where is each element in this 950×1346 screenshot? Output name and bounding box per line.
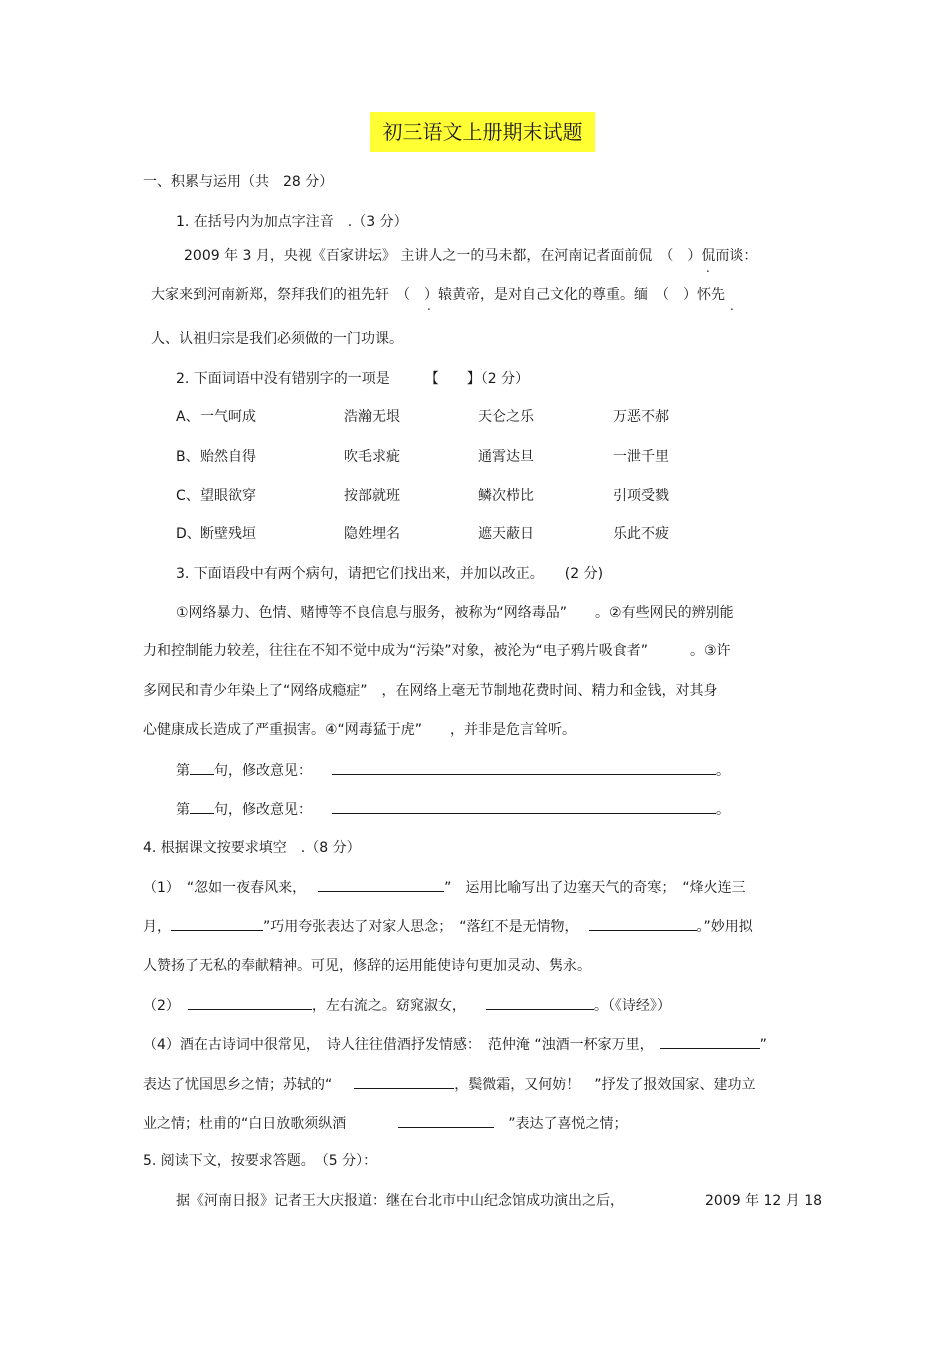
q5-passage-date: 2009 年 12 月 18: [705, 1193, 823, 1209]
q2-word: 吹毛求疵: [344, 449, 400, 465]
q5-passage-line: 据《河南日报》记者王大庆报道：继在台北市中山纪念馆成功演出之后，: [176, 1193, 624, 1209]
emphasis-dot-icon: .: [730, 299, 734, 313]
q4-line-5: （4）酒在古诗词中很常见， 诗人往往借酒抒发情感： 范仲淹 “浊酒一杯家万里， ”: [143, 1033, 767, 1055]
sentence-number-blank[interactable]: [190, 798, 214, 814]
q4-stem: 4. 根据课文按要求填空 .（8 分）: [143, 840, 361, 856]
q3-answer-line: 第 句，修改意见： 。: [176, 798, 730, 820]
q4-line-4: （2） ，左右流之。窈窕淑女， 。（《诗经》）: [143, 994, 671, 1016]
q2-word: 引项受戮: [613, 488, 669, 504]
fill-blank[interactable]: [660, 1033, 760, 1049]
fill-blank[interactable]: [589, 915, 697, 931]
q2-option-label: C、: [176, 488, 200, 504]
revision-blank[interactable]: [332, 759, 716, 775]
q4-line-2: 月， ”巧用夸张表达了对家人思念； “落红不是无情物， 。”妙用拟: [143, 915, 753, 937]
fill-blank[interactable]: [188, 994, 312, 1010]
emphasis-dot-icon: .: [706, 261, 710, 275]
q4-line-6: 表达了忧国思乡之情；苏轼的“ ，鬓微霜，又何妨！ ”抒发了报效国家、建功立: [143, 1073, 756, 1095]
emphasis-dot-icon: .: [427, 299, 431, 313]
q2-word: 通霄达旦: [478, 449, 534, 465]
fill-blank[interactable]: [171, 915, 263, 931]
q1-line-3: 人、认祖归宗是我们必须做的一门功课。: [151, 331, 403, 347]
q3-stem: 3. 下面语段中有两个病句，请把它们找出来，并加以改正。 (2 分): [176, 566, 604, 582]
q1-line-1: 2009 年 3 月，央视《百家讲坛》 主讲人之一的马未都，在河南记者面前侃 （ ）侃而谈：: [184, 248, 758, 264]
q3-passage-line: 多网民和青少年染上了“网络成瘾症” ，在网络上毫无节制地花费时间、精力和金钱，对其身: [143, 683, 718, 699]
q2-word: 浩瀚无垠: [344, 409, 400, 425]
q2-word: 隐姓埋名: [344, 526, 400, 542]
q2-word: 望眼欲穿: [200, 488, 256, 504]
q2-word: 遮天蔽日: [478, 526, 534, 542]
section-heading: 一、积累与运用（共 28 分）: [143, 174, 334, 190]
q4-line-3: 人赞扬了无私的奉献精神。可见，修辞的运用能使诗句更加灵动、隽永。: [143, 958, 591, 974]
q1-line-2: 大家来到河南新郑，祭拜我们的祖先轩 （ ）辕黄帝，是对自己文化的尊重。缅 （ ）怀先: [151, 287, 725, 303]
q2-word: 鳞次栉比: [478, 488, 534, 504]
q3-answer-line: 第 句，修改意见： 。: [176, 759, 730, 781]
q2-word: 万恶不郝: [613, 409, 669, 425]
q1-stem: 1. 在括号内为加点字注音 .（3 分）: [176, 214, 408, 230]
q4-line-7: 业之情；杜甫的“白日放歌须纵酒 ”表达了喜悦之情；: [143, 1112, 628, 1134]
fill-blank[interactable]: [398, 1112, 494, 1128]
q2-word: 断壁残垣: [200, 526, 256, 542]
q2-word: 乐此不疲: [613, 526, 669, 542]
q2-word: 一泄千里: [613, 449, 669, 465]
q2-word: 一气呵成: [200, 409, 256, 425]
q2-stem: 2. 下面词语中没有错别字的一项是 【 】（2 分）: [176, 371, 530, 387]
q3-passage-line: 心健康成长造成了严重损害。④“网毒猛于虎” ，并非是危言耸听。: [143, 722, 577, 738]
q2-option-label: B、: [176, 449, 200, 465]
fill-blank[interactable]: [354, 1073, 454, 1089]
fill-blank[interactable]: [486, 994, 594, 1010]
q5-stem: 5. 阅读下文，按要求答题。 （5 分）：: [143, 1153, 378, 1169]
page-title: 初三语文上册期末试题: [370, 112, 595, 152]
q4-line-1: （1） “忽如一夜春风来， ” 运用比喻写出了边塞天气的奇寒； “烽火连三: [143, 876, 746, 898]
q2-word: 贻然自得: [200, 449, 256, 465]
q3-passage-line: ①网络暴力、色情、赌博等不良信息与服务，被称为“网络毒品” 。②有些网民的辨别能: [176, 605, 734, 621]
q2-option-label: A、: [176, 409, 200, 425]
sentence-number-blank[interactable]: [190, 759, 214, 775]
q2-word: 按部就班: [344, 488, 400, 504]
revision-blank[interactable]: [332, 798, 716, 814]
q3-passage-line: 力和控制能力较差，往往在不知不觉中成为“污染”对象，被沦为“电子鸦片吸食者” 。③许: [143, 643, 731, 659]
q2-option-label: D、: [176, 526, 201, 542]
q2-word: 天仑之乐: [478, 409, 534, 425]
fill-blank[interactable]: [318, 876, 444, 892]
